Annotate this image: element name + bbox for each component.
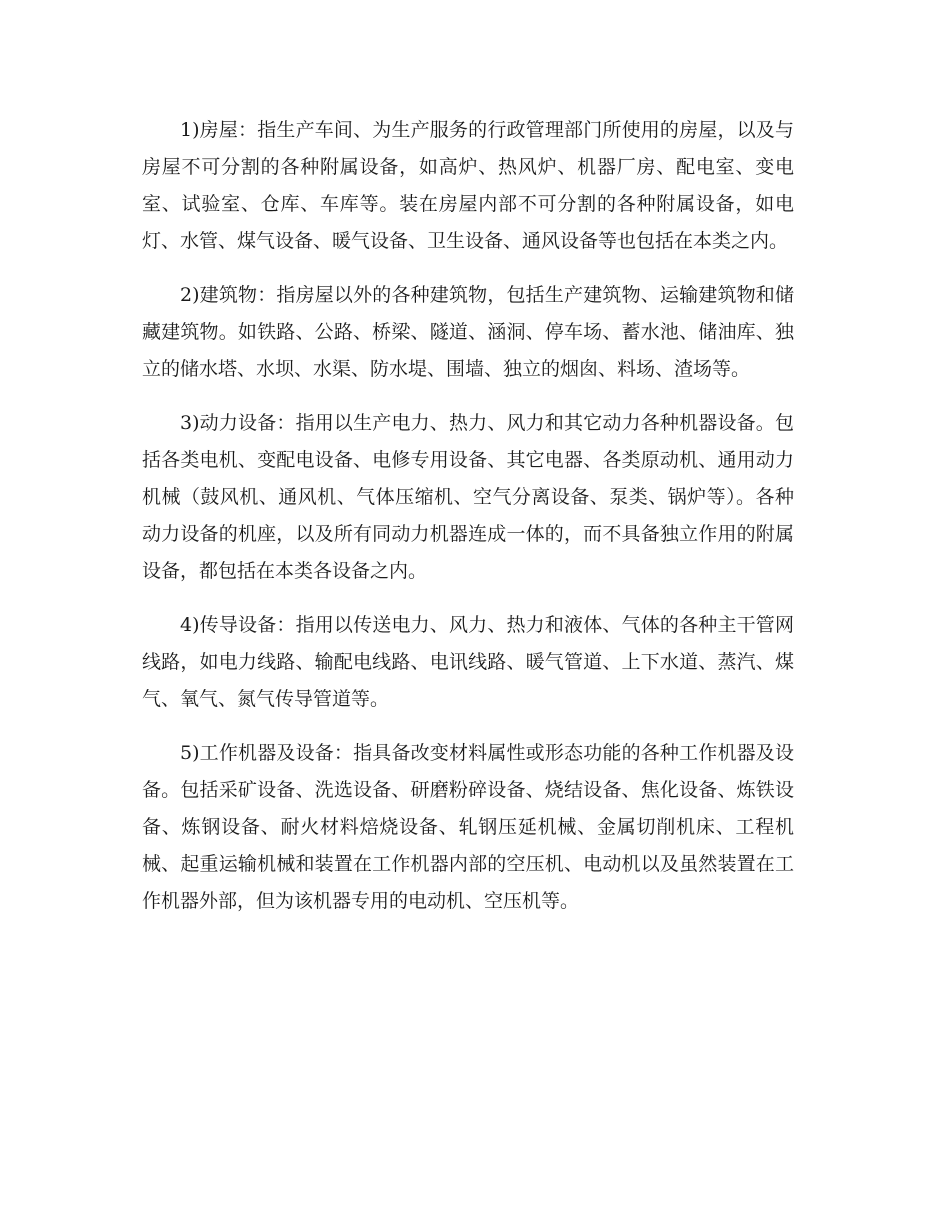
paragraph-power-equipment: 3)动力设备：指用以生产电力、热力、风力和其它动力各种机器设备。包括各类电机、变配电设备、电修专用设备、其它电器、各类原动机、通用动力机械（鼓风机、通风机、气体压缩机、空气分离设备、泵类、锅炉等）。各种动力设备的机座，以及所有同动力机器连成一体的，而不具备独立作用的附属设备，都包括在本类各设备之内。	[142, 412, 794, 582]
paragraph-working-machinery: 5)工作机器及设备：指具备改变材料属性或形态功能的各种工作机器及设备。包括采矿设备、洗选设备、研磨粉碎设备、烧结设备、焦化设备、炼铁设备、炼钢设备、耐火材料焙烧设备、轧钢压延机械、金属切削机床、工程机械、起重运输机械和装置在工作机器内部的空压机、电动机以及虽然装置在工作机器外部，但为该机器专用的电动机、空压机等。	[142, 742, 794, 912]
document-body	[142, 112, 794, 937]
paragraph-structures: 2)建筑物：指房屋以外的各种建筑物，包括生产建筑物、运输建筑物和储藏建筑物。如铁路、公路、桥梁、隧道、涵洞、停车场、蓄水池、储油库、独立的储水塔、水坝、水渠、防水堤、围墙、独立的烟囱、料场、渣场等。	[142, 284, 794, 380]
paragraph-transmission-equipment: 4)传导设备：指用以传送电力、风力、热力和液体、气体的各种主干管网线路，如电力线路、输配电线路、电讯线路、暖气管道、上下水道、蒸汽、煤气、氧气、氮气传导管道等。	[142, 614, 794, 710]
paragraph-housing: 1)房屋：指生产车间、为生产服务的行政管理部门所使用的房屋，以及与房屋不可分割的各种附属设备，如高炉、热风炉、机器厂房、配电室、变电室、试验室、仓库、车库等。装在房屋内部不可分割的各种附属设备，如电灯、水管、煤气设备、暖气设备、卫生设备、通风设备等也包括在本类之内。	[142, 119, 794, 252]
